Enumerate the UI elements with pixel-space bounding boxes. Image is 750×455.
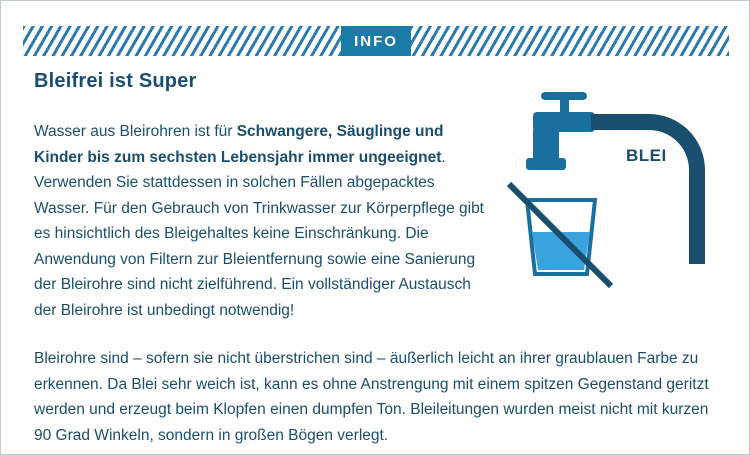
lead-pipe-illustration [499, 86, 729, 291]
info-badge: INFO [341, 26, 411, 56]
faucet-handle-icon [541, 92, 587, 114]
paragraph-secondary: Bleirohre sind – sofern sie nicht überstrichen sind – äußerlich leicht an ihrer graublauen Farbe zu erkennen. Da Blei sehr weich ist, kann es ohne Anstrengung mit einem spitzen Gegenstand geritzt werden und erzeugt beim Klopfen einen dumpfen Ton. Bleileitungen wurden meist nicht mit kurzen 90 Grad Winkeln, sondern in großen Bögen verlegt. [34, 350, 709, 444]
faucet-body-icon [526, 112, 595, 170]
paragraph-primary-lead: Wasser aus Bleirohren ist für [34, 123, 237, 140]
page-title: Bleifrei ist Super [34, 70, 197, 92]
lead-pipe-icon [591, 114, 705, 264]
paragraph-primary-rest: . Verwenden Sie stattdessen in solchen Fällen abgepacktes Wasser. Für den Gebrauch von Trinkwasser zur Körperpflege gibt es hinsichtlich des Bleigehaltes keine Einschränkung. Die Anwendung von Filtern zur Bleientfernung sowie eine Sanierung der Bleirohre sind nicht zielführend. Ein vollständiger Austausch der Bleirohre ist unbedingt notwendig! [34, 148, 484, 319]
hatch-stripes-right [411, 26, 729, 56]
paragraph-primary [34, 119, 489, 323]
hatch-stripes-left [23, 26, 341, 56]
pipe-label: BLEI [626, 146, 667, 165]
paragraph-primary-emphasis: Schwangere, Säuglinge und Kinder bis zum sechsten Lebensjahr immer ungeeignet [34, 123, 444, 166]
info-banner [23, 26, 729, 56]
